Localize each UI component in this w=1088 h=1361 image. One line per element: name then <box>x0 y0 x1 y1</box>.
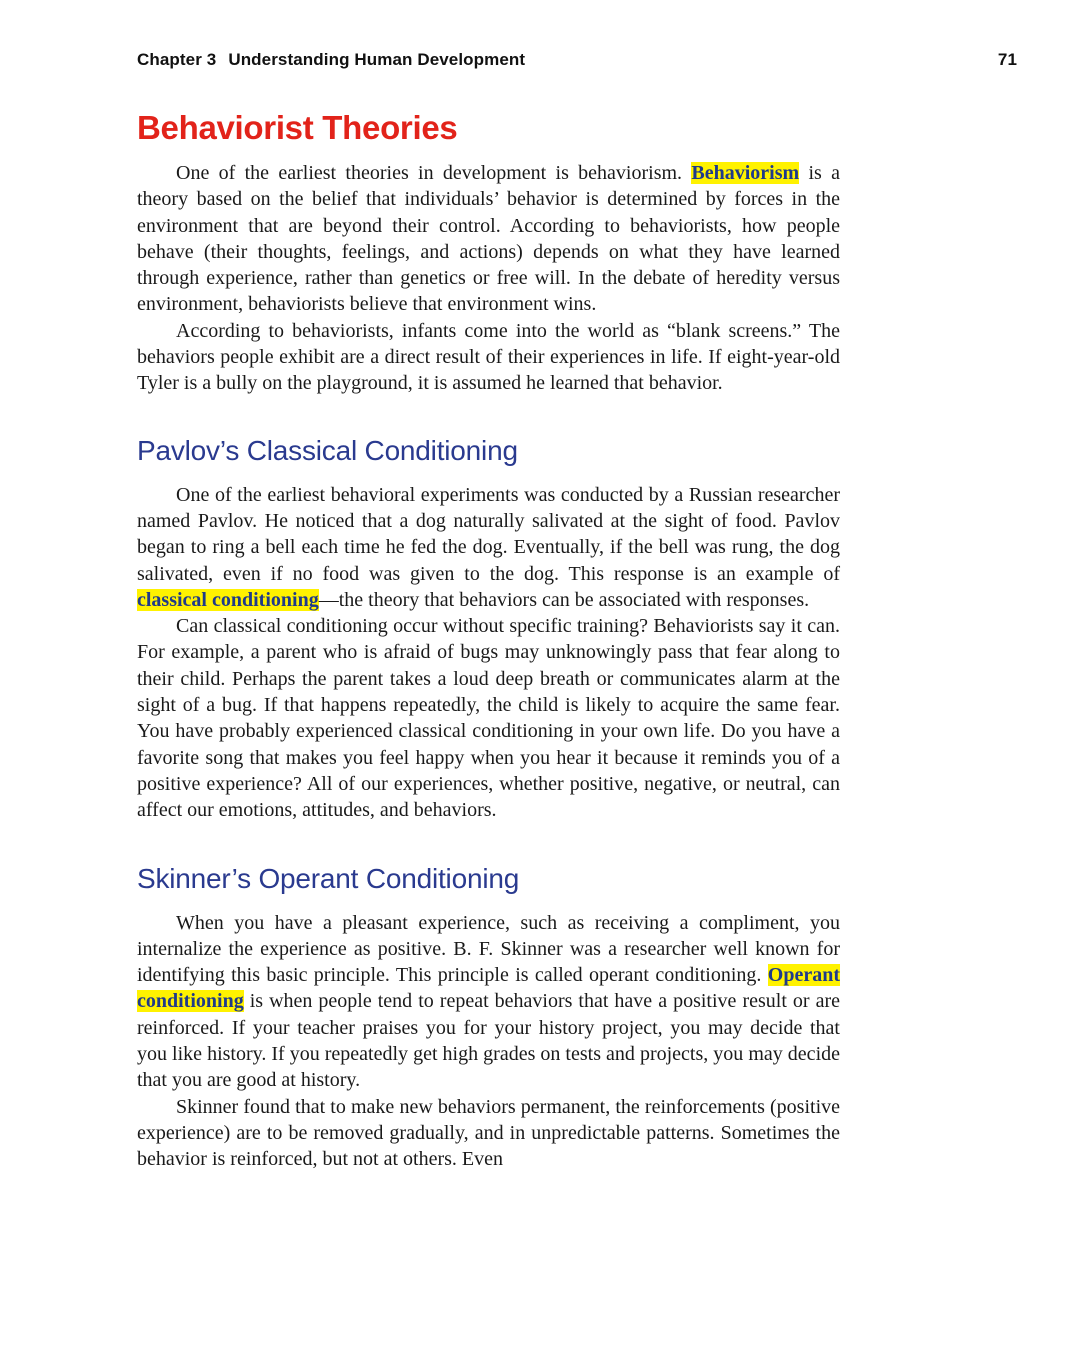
paragraph: According to behaviorists, infants come into the world as “blank screens.” The behaviors people exhibit are a direct result of their experiences in life. If eight-year-old Tyler is a bully on the playground, it is assumed he learned that behavior. <box>137 319 840 395</box>
paragraph-text: is when people tend to repeat behaviors that have a positive result or are reinforced. If your teacher praises you for your history project, you may decide that you like history. If you repeatedly get high grades on tests and projects, you may decide that you are good at history. <box>137 990 840 1092</box>
page-content <box>137 106 840 1173</box>
paragraph: Skinner found that to make new behaviors permanent, the reinforcements (positive experience) are to be removed gradually, and in unpredictable patterns. Sometimes the behavior is reinforced, but not at others. Even <box>137 1095 840 1171</box>
chapter-number: Chapter 3 <box>137 50 217 69</box>
paragraph-text: One of the earliest theories in development is behaviorism. <box>176 162 692 184</box>
skinner-section <box>137 860 840 1173</box>
section-title: Behaviorist Theories <box>137 109 458 146</box>
subheading-pavlov: Pavlov’s Classical Conditioning <box>137 434 518 466</box>
key-term-classical-conditioning: classical conditioning <box>137 588 319 611</box>
intro-section <box>137 160 840 397</box>
chapter-title: Understanding Human Development <box>228 50 526 69</box>
paragraph-text: When you have a pleasant experience, such as receiving a compliment, you internalize the experience as positive. B. F. Skinner was a researcher well known for identifying this basic principle. This principle is called operant conditioning. <box>137 911 840 987</box>
paragraph: Can classical conditioning occur without specific training? Behaviorists say it can. For example, a parent who is afraid of bugs may unknowingly pass that fear along to their child. Perhaps the parent takes a loud deep breath or communicates alarm at the sight of a bug. If that happens repeatedly, the child is likely to acquire the same fear. You have probably experienced classical conditioning in your own life. Do you have a favorite song that makes you feel happy when you hear it because it reminds you of a positive experience? All of our experiences, whether positive, negative, or neutral, can affect our emotions, attitudes, and behaviors. <box>137 615 840 822</box>
pavlov-section <box>137 432 840 824</box>
page-number: 71 <box>997 50 1017 69</box>
paragraph <box>137 910 840 1094</box>
paragraph-text: —the theory that behaviors can be associated with responses. <box>318 588 810 611</box>
subheading-skinner: Skinner’s Operant Conditioning <box>137 862 520 894</box>
paragraph-text: One of the earliest behavioral experiments was conducted by a Russian researcher named Pavlov. He noticed that a dog naturally salivated at the sight of food. Pavlov began to ring a bell each time he fed the dog. Eventually, if the bell was rung, the dog salivated, even if no food was given to the dog. This response is an example of <box>137 483 840 585</box>
paragraph-text: is a theory based on the belief that individuals’ behavior is determined by forces in the environment that are beyond their control. According to behaviorists, how people behave (their thoughts, feelings, and actions) depends on what they have learned through experience, rather than genetics or free will. In the debate of heredity versus environment, behaviorists believe that environment wins. <box>137 162 840 316</box>
running-head <box>137 50 1017 70</box>
paragraph <box>137 482 840 613</box>
key-term-behaviorism: Behaviorism <box>691 162 800 184</box>
paragraph <box>137 160 840 318</box>
key-term-operant-conditioning: Operant conditioning <box>137 964 840 1013</box>
